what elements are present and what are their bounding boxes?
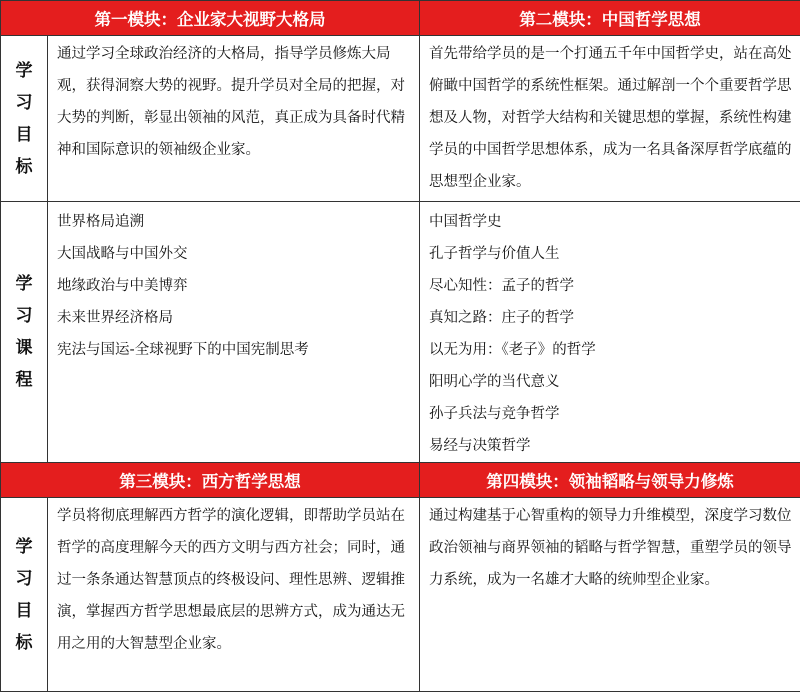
course-label: 学 习 课 程 <box>1 202 48 463</box>
goal-row-2 <box>1 498 800 692</box>
list-item: 中国哲学史 <box>429 206 792 238</box>
list-item: 大国战略与中国外交 <box>57 238 411 270</box>
module-2-course-cell <box>420 202 800 463</box>
list-item: 尽心知性：孟子的哲学 <box>429 270 792 302</box>
list-item: 宪法与国运-全球视野下的中国宪制思考 <box>57 334 411 366</box>
goal-row-1 <box>1 36 800 202</box>
goal-label: 学 习 目 标 <box>1 498 48 692</box>
list-item: 未来世界经济格局 <box>57 302 411 334</box>
module-4-goal: 通过构建基于心智重构的领导力升维模型，深度学习数位政治领袖与商界领袖的韬略与哲学智慧，重塑学员的领导力系统，成为一名雄才大略的统帅型企业家。 <box>420 498 800 596</box>
header-row-1 <box>1 1 800 36</box>
module-2-goal: 首先带给学员的是一个打通五千年中国哲学史，站在高处俯瞰中国哲学的系统性框架。通过解剖一个个重要哲学思想及人物，对哲学大结构和关键思想的掌握，系统性构建学员的中国哲学思想体系，成为一名具备深厚哲学底蕴的思想型企业家。 <box>420 36 800 198</box>
module-1-course-cell <box>48 202 420 463</box>
module-2-title: 第二模块：中国哲学思想 <box>420 1 800 36</box>
header-row-2 <box>1 463 800 498</box>
module-2-goal-cell <box>420 36 800 202</box>
module-3-title: 第三模块：西方哲学思想 <box>1 463 420 498</box>
module-3-goal: 学员将彻底理解西方哲学的演化逻辑，即帮助学员站在哲学的高度理解今天的西方文明与西方社会；同时，通过一条条通达智慧顶点的终极设问、理性思辨、逻辑推演，掌握西方哲学思想最底层的思辨方式，成为通达无用之用的大智慧型企业家。 <box>48 498 419 660</box>
list-item: 地缘政治与中美博弈 <box>57 270 411 302</box>
module-4-goal-cell <box>420 498 800 692</box>
module-1-title: 第一模块：企业家大视野大格局 <box>1 1 420 36</box>
module-2-course-list <box>420 202 800 462</box>
list-item: 世界格局追溯 <box>57 206 411 238</box>
list-item: 易经与决策哲学 <box>429 430 792 462</box>
list-item: 孔子哲学与价值人生 <box>429 238 792 270</box>
list-item: 孙子兵法与竞争哲学 <box>429 398 792 430</box>
list-item: 真知之路：庄子的哲学 <box>429 302 792 334</box>
module-1-course-list <box>48 202 419 366</box>
module-3-goal-cell <box>48 498 420 692</box>
list-item: 阳明心学的当代意义 <box>429 366 792 398</box>
module-4-title: 第四模块：领袖韬略与领导力修炼 <box>420 463 800 498</box>
module-1-goal: 通过学习全球政治经济的大格局，指导学员修炼大局观，获得洞察大势的视野。提升学员对全局的把握，对大势的判断，彰显出领袖的风范，真正成为具备时代精神和国际意识的领袖级企业家。 <box>48 36 419 166</box>
module-1-goal-cell <box>48 36 420 202</box>
course-row <box>1 202 800 463</box>
list-item: 以无为用：《老子》的哲学 <box>429 334 792 366</box>
goal-label: 学 习 目 标 <box>1 36 48 202</box>
